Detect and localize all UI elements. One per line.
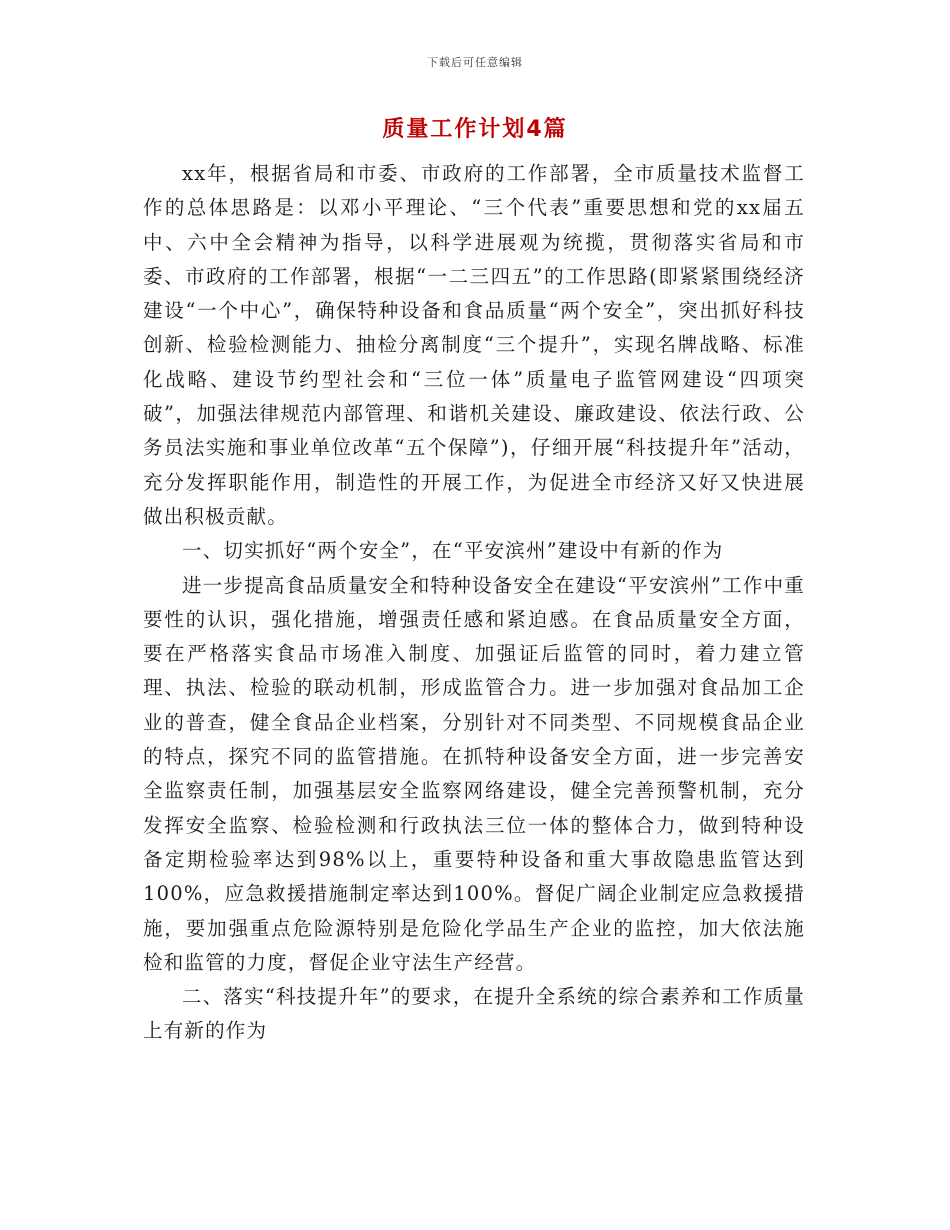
document-body: [143, 157, 805, 1049]
section-heading-1: 一、切实抓好“两个安全”，在“平安滨州”建设中有新的作为: [182, 539, 724, 563]
intro-paragraph: xx年，根据省局和市委、市政府的工作部署，全市质量技术监督工作的总体思路是：以邓小平理论、“三个代表”重要思想和党的xx届五中、六中全会精神为指导，以科学进展观为统揽，贯彻落实省局和市委、市政府的工作部署，根据“一二三四五”的工作思路(即紧紧围绕经济建设“一个中心”，确保特种设备和食品质量“两个安全”，突出抓好科技创新、检验检测能力、抽检分离制度“三个提升”，实现名牌战略、标准化战略、建设节约型社会和“三位一体”质量电子监管网建设“四项突破”，加强法律规范内部管理、和谐机关建设、廉政建设、依法行政、公务员法实施和事业单位改革“五个保障”)，仔细开展“科技提升年”活动，充分发挥职能作用，制造性的开展工作，为促进全市经济又好又快进展做出积极贡献。: [143, 162, 805, 528]
section-heading-2: 二、落实“科技提升年”的要求，在提升全系统的综合素养和工作质量上有新的作为: [143, 985, 805, 1043]
section-paragraph-1: 进一步提高食品质量安全和特种设备安全在建设“平安滨州”工作中重要性的认识，强化措施，增强责任感和紧迫感。在食品质量安全方面，要在严格落实食品市场准入制度、加强证后监管的同时，着力建立管理、执法、检验的联动机制，形成监管合力。进一步加强对食品加工企业的普查，健全食品企业档案，分别针对不同类型、不同规模食品企业的特点，探究不同的监管措施。在抓特种设备安全方面，进一步完善安全监察责任制，加强基层安全监察网络建设，健全完善预警机制，充分发挥安全监察、检验检测和行政执法三位一体的整体合力，做到特种设备定期检验率达到98%以上，重要特种设备和重大事故隐患监管达到100%，应急救援措施制定率达到100%。督促广阔企业制定应急救援措施，要加强重点危险源特别是危险化学品生产企业的监控，加大依法施检和监管的力度，督促企业守法生产经营。: [143, 573, 805, 974]
header-note: 下载后可任意编辑: [427, 56, 523, 69]
document-title: 质量工作计划4篇: [382, 117, 568, 142]
